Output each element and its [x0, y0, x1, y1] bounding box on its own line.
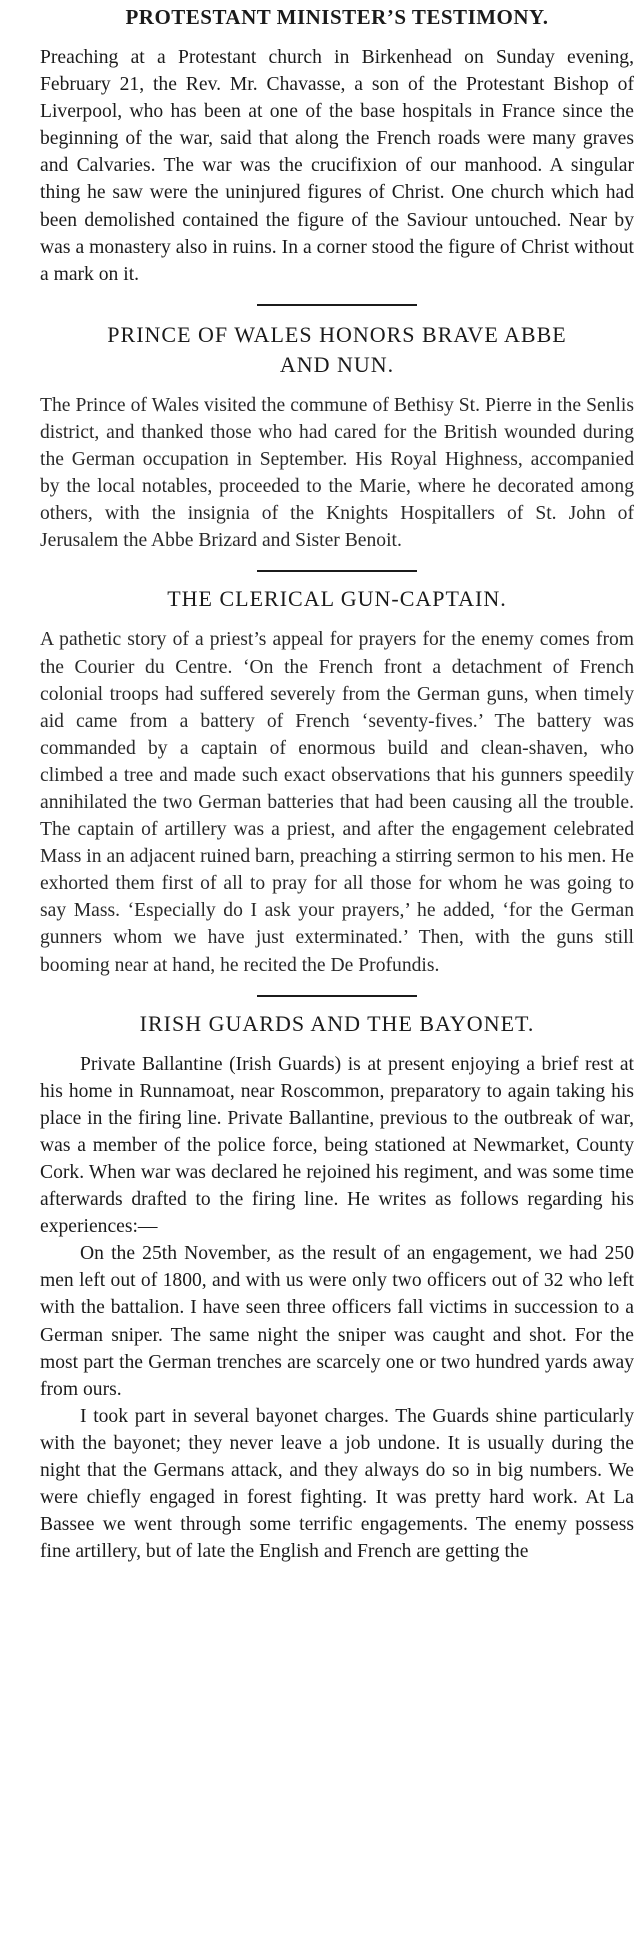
article-paragraph: The Prince of Wales visited the commune of Bethisy St. Pierre in the Senlis district, and thanked those who had cared for the British wounded during the German occupation in September. His Royal Highness, accompanied by the local notables, proceeded to the Marie, where he decorated among others, with the insignia of the Knights Hospitallers of St. John of Jerusalem the Abbe Brizard and Sister Benoit. [40, 394, 634, 552]
article-paragraph: Private Ballantine (Irish Guards) is at present enjoying a brief rest at his home in Runnamoat, near Roscommon, preparatory to again taking his place in the firing line. Private Ballantine, previous to the outbreak of war, was a member of the police force, being stationed at Newmarket, County Cork. When war was declared he rejoined his regiment, and was some time afterwards drafted to the firing line. He writes as follows regarding his experiences:— [40, 1053, 634, 1238]
article-title: THE CLERICAL GUN-CAPTAIN. [167, 586, 507, 612]
article-paragraph: On the 25th November, as the result of an engagement, we had 250 men left out of 1800, and with us were only two officers out of 32 who left with the battalion. I have seen three officers fall victims in succession to a German sniper. The same night the sniper was caught and shot. For the most part the German trenches are scarcely one or two hundred yards away from ours. [40, 1243, 634, 1400]
article-irish-guards [40, 1009, 634, 1566]
article-title: PRINCE OF WALES HONORS BRAVE ABBE AND NUN. [107, 321, 567, 377]
article-title: IRISH GUARDS AND THE BAYONET. [139, 1010, 535, 1036]
section-divider [257, 570, 417, 572]
article-protestant-minister [40, 2, 634, 288]
article-clerical-gun-captain [40, 584, 634, 978]
section-divider [257, 995, 417, 997]
article-prince-of-wales [40, 320, 634, 555]
article-title: PROTESTANT MINISTER’S TESTIMONY. [125, 5, 549, 29]
article-paragraph: Preaching at a Protestant church in Birkenhead on Sunday evening, February 21, the Rev. Mr. Chavasse, a son of the Protestant Bishop of Liverpool, who has been at one of the base hospitals in France since the beginning of the war, said that along the French roads were many graves and Calvaries. The war was the crucifixion of our manhood. A singular thing he saw were the uninjured figures of Christ. One church which had been demolished contained the figure of the Saviour untouched. Near by was a monastery also in ruins. In a corner stood the figure of Christ without a mark on it. [40, 47, 634, 285]
article-paragraph: I took part in several bayonet charges. The Guards shine particularly with the bayonet; they never leave a job undone. It is usually during the night that the Germans attack, and they always do so in big numbers. We were chiefly engaged in forest fighting. It was pretty hard work. At La Bassee we went through some terrific engagements. The enemy possess fine artillery, but of late the English and French are getting the [40, 1405, 634, 1563]
article-paragraph: A pathetic story of a priest’s appeal for prayers for the enemy comes from the Courier du Centre. ‘On the French front a detachment of French colonial troops had suffered severely from the German guns, when timely aid came from a battery of French ‘seventy-fives.’ The battery was commanded by a captain of enormous build and clean-shaven, who climbed a tree and made such exact observations that his gunners speedily annihilated the two German batteries that had been causing all the trouble. The captain of artillery was a priest, and after the engagement celebrated Mass in an adjacent ruined barn, preaching a stirring sermon to his men. He exhorted them first of all to pray for all those for whom he was going to say Mass. ‘Especially do I ask your prayers,’ he added, ‘for the German gunners whom we have just exterminated.’ Then, with the guns still booming near at hand, he recited the De Profundis. [40, 629, 634, 976]
section-divider [257, 304, 417, 306]
